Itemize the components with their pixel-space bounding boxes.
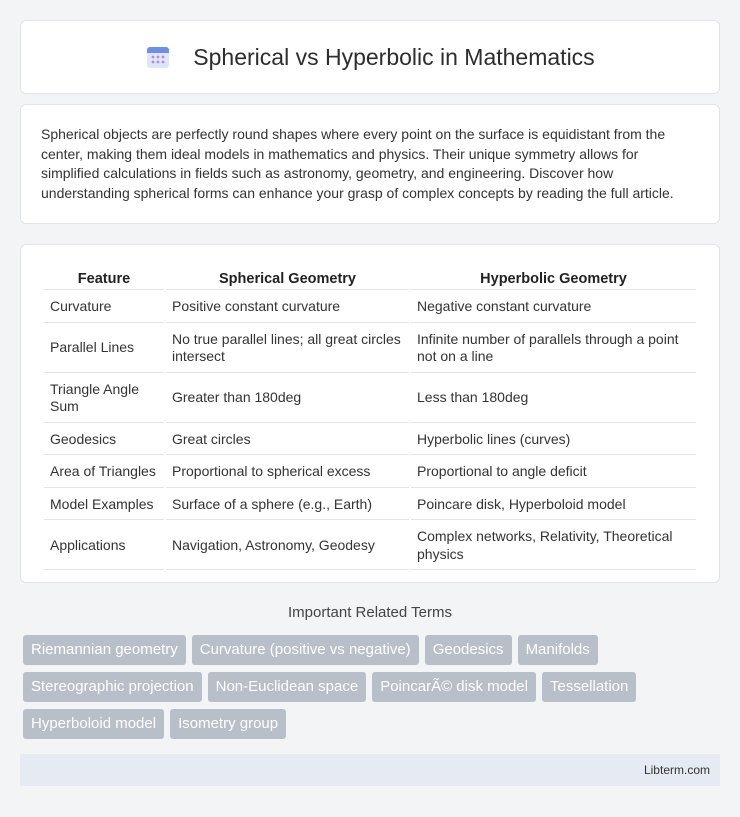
related-term-tag[interactable]: Tessellation <box>542 672 636 702</box>
related-term-tag[interactable]: PoincarÃ© disk model <box>372 672 536 702</box>
intro-card <box>20 104 720 224</box>
header-card <box>20 20 720 94</box>
table-cell: Triangle Angle Sum <box>44 375 164 423</box>
related-term-tag[interactable]: Manifolds <box>518 635 598 665</box>
table-cell: Surface of a sphere (e.g., Earth) <box>166 490 409 521</box>
related-term-tag[interactable]: Curvature (positive vs negative) <box>192 635 419 665</box>
related-term-tag[interactable]: Geodesics <box>425 635 512 665</box>
footer <box>20 754 720 786</box>
table-cell: Hyperbolic lines (curves) <box>411 425 696 456</box>
table-cell: Proportional to spherical excess <box>166 457 409 488</box>
table-cell: Geodesics <box>44 425 164 456</box>
table-cell: Great circles <box>166 425 409 456</box>
table-cell: Area of Triangles <box>44 457 164 488</box>
table-cell: Navigation, Astronomy, Geodesy <box>166 522 409 570</box>
table-row <box>44 490 696 521</box>
table-cell: Poincare disk, Hyperboloid model <box>411 490 696 521</box>
intro-text: Spherical objects are perfectly round shapes where every point on the surface is equidistant from the center, making them ideal models in mathematics and physics. Their unique symmetry allows for simplified calculations in fields such as astronomy, geometry, and engineering. Discover how understanding spherical forms can enhance your grasp of complex concepts by reading the full article. <box>41 126 674 201</box>
table-row <box>44 457 696 488</box>
table-row <box>44 375 696 423</box>
related-terms-list <box>23 635 723 739</box>
table-row <box>44 325 696 373</box>
related-term-tag[interactable]: Riemannian geometry <box>23 635 186 665</box>
comparison-table-card <box>20 244 720 583</box>
comparison-table <box>42 265 698 572</box>
column-header-spherical: Spherical Geometry <box>166 267 409 290</box>
related-term-tag[interactable]: Hyperboloid model <box>23 709 164 739</box>
table-header-row <box>44 267 696 290</box>
calendar-icon <box>145 44 171 70</box>
table-cell: Greater than 180deg <box>166 375 409 423</box>
table-cell: No true parallel lines; all great circles intersect <box>166 325 409 373</box>
table-cell: Proportional to angle deficit <box>411 457 696 488</box>
page-title: Spherical vs Hyperbolic in Mathematics <box>193 43 595 70</box>
column-header-feature: Feature <box>44 267 164 290</box>
table-row <box>44 425 696 456</box>
table-cell: Applications <box>44 522 164 570</box>
table-cell: Positive constant curvature <box>166 292 409 323</box>
table-cell: Model Examples <box>44 490 164 521</box>
table-cell: Infinite number of parallels through a point not on a line <box>411 325 696 373</box>
related-term-tag[interactable]: Non-Euclidean space <box>208 672 367 702</box>
column-header-hyperbolic: Hyperbolic Geometry <box>411 267 696 290</box>
table-cell: Parallel Lines <box>44 325 164 373</box>
table-cell: Curvature <box>44 292 164 323</box>
footer-site-link[interactable]: Libterm.com <box>643 763 710 777</box>
table-row <box>44 292 696 323</box>
table-row <box>44 522 696 570</box>
related-terms-title: Important Related Terms <box>288 604 452 621</box>
table-cell: Less than 180deg <box>411 375 696 423</box>
related-term-tag[interactable]: Stereographic projection <box>23 672 202 702</box>
related-term-tag[interactable]: Isometry group <box>170 709 286 739</box>
table-cell: Negative constant curvature <box>411 292 696 323</box>
table-cell: Complex networks, Relativity, Theoretical physics <box>411 522 696 570</box>
